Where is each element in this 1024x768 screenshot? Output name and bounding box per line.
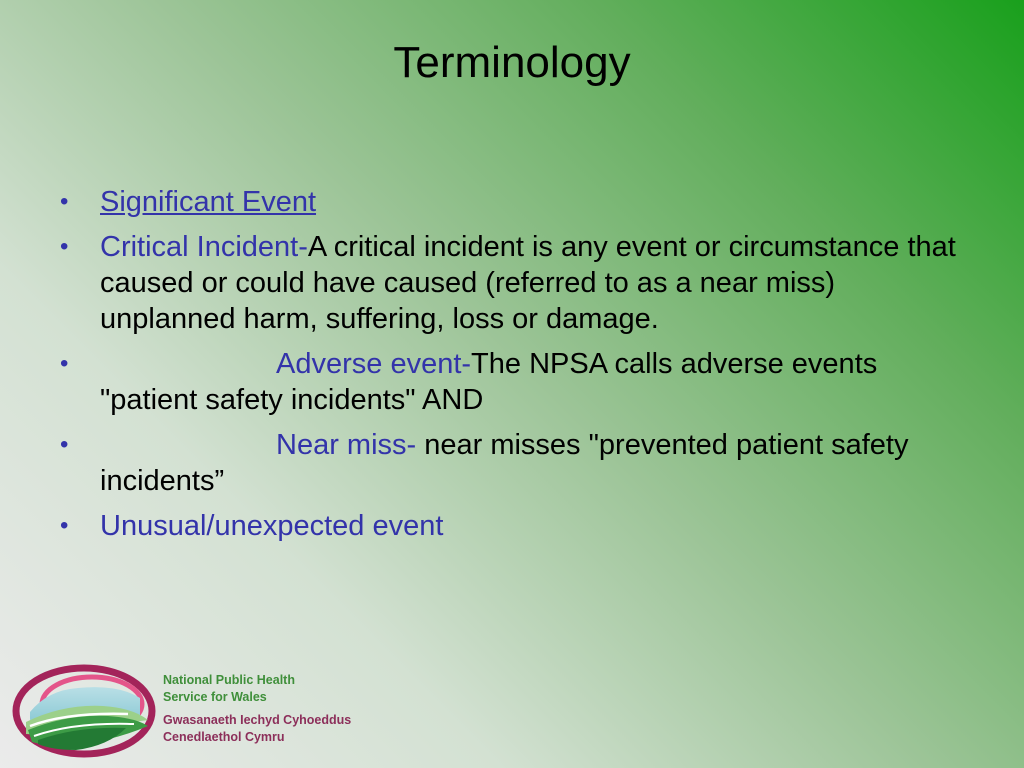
nphs-emblem-icon — [8, 664, 158, 760]
logo-english-line-1: National Public Health — [163, 673, 295, 687]
critical-incident-definition: A critical incident is any event or circumstance that caused or could have caused (referred to as a near miss) unplanned harm, suffering, loss or damage. — [100, 231, 956, 335]
critical-incident-term: Critical Incident- — [100, 231, 308, 263]
near-miss-definition: near misses "prevented patient safety incidents” — [100, 429, 909, 497]
adverse-event-term: Adverse event- — [276, 348, 472, 380]
logo-welsh-line-2: Cenedlaethol Cymru — [163, 730, 285, 744]
bullet-list — [60, 184, 970, 553]
adverse-event-definition: The NPSA calls adverse events "patient safety incidents" AND — [100, 348, 878, 416]
logo-welsh-line-1: Gwasanaeth Iechyd Cyhoeddus — [163, 713, 352, 727]
logo-english-line-2: Service for Wales — [163, 690, 267, 704]
bullet-near-miss — [60, 427, 970, 499]
significant-event-link[interactable]: Significant Event — [100, 186, 317, 218]
near-miss-term: Near miss- — [276, 429, 417, 461]
bullet-symbol: • — [60, 233, 69, 260]
logo-text — [163, 672, 351, 746]
unusual-event-term: Unusual/unexpected event — [100, 510, 444, 542]
bullet-symbol: • — [60, 188, 69, 215]
bullet-critical-incident — [60, 229, 970, 337]
bullet-symbol: • — [60, 350, 69, 377]
bullet-symbol: • — [60, 512, 69, 539]
bullet-adverse-event — [60, 346, 970, 418]
bullet-significant-event — [60, 184, 970, 220]
nphs-logo — [8, 664, 368, 760]
bullet-symbol: • — [60, 431, 69, 458]
bullet-unusual-event — [60, 508, 970, 544]
slide-title: Terminology — [393, 38, 631, 87]
